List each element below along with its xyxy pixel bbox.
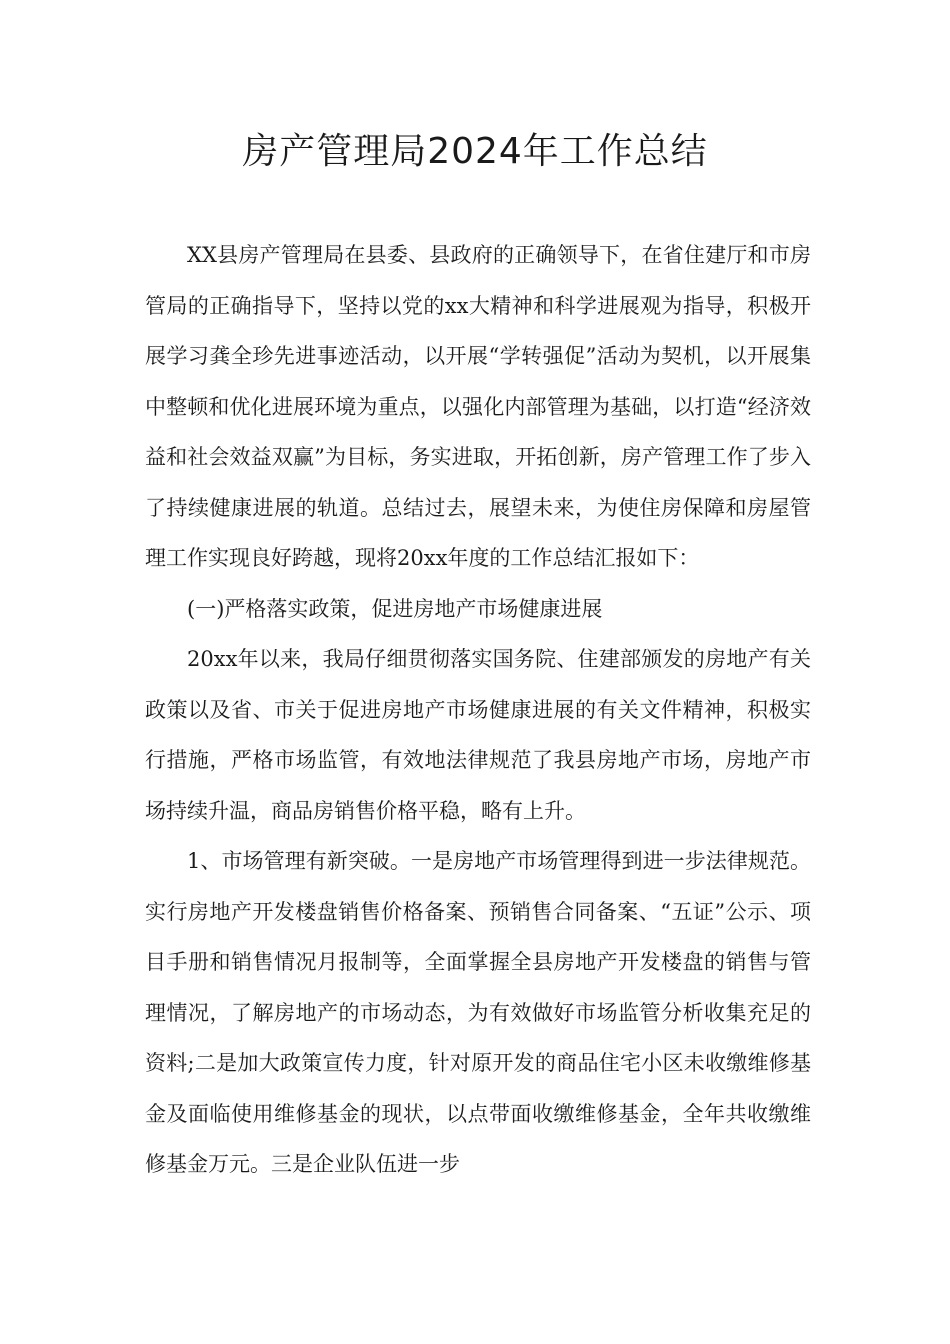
paragraph-market-management: 1、市场管理有新突破。一是房地产市场管理得到进一步法律规范。实行房地产开发楼盘销售价格备案、预销售合同备案、“五证”公示、项目手册和销售情况月报制等，全面掌握全县房地产开发楼盘的销售与管理情况，了解房地产的市场动态，为有效做好市场监管分析收集充足的资料;二是加大政策宣传力度，针对原开发的商品住宅小区未收缴维修基金及面临使用维修基金的现状，以点带面收缴维修基金，全年共收缴维修基金万元。三是企业队伍进一步	[145, 849, 811, 1176]
paragraph-intro: XX县房产管理局在县委、县政府的正确领导下，在省住建厅和市房管局的正确指导下，坚持以党的xx大精神和科学进展观为指导，积极开展学习龚全珍先进事迹活动，以开展“学转强促”活动为契机，以开展集中整顿和优化进展环境为重点，以强化内部管理为基础，以打造“经济效益和社会效益双赢”为目标，务实进取，开拓创新，房产管理工作了步入了持续健康进展的轨道。总结过去，展望未来，为使住房保障和房屋管理工作实现良好跨越，现将20xx年度的工作总结汇报如下：	[145, 243, 811, 570]
document-body	[145, 230, 811, 1190]
paragraph-policy: 20xx年以来，我局仔细贯彻落实国务院、住建部颁发的房地产有关政策以及省、市关于促进房地产市场健康进展的有关文件精神，积极实行措施，严格市场监管，有效地法律规范了我县房地产市场，房地产市场持续升温，商品房销售价格平稳，略有上升。	[145, 647, 811, 823]
paragraph-section-heading: (一)严格落实政策，促进房地产市场健康进展	[187, 596, 603, 621]
document-title: 房产管理局2024年工作总结	[242, 131, 708, 172]
